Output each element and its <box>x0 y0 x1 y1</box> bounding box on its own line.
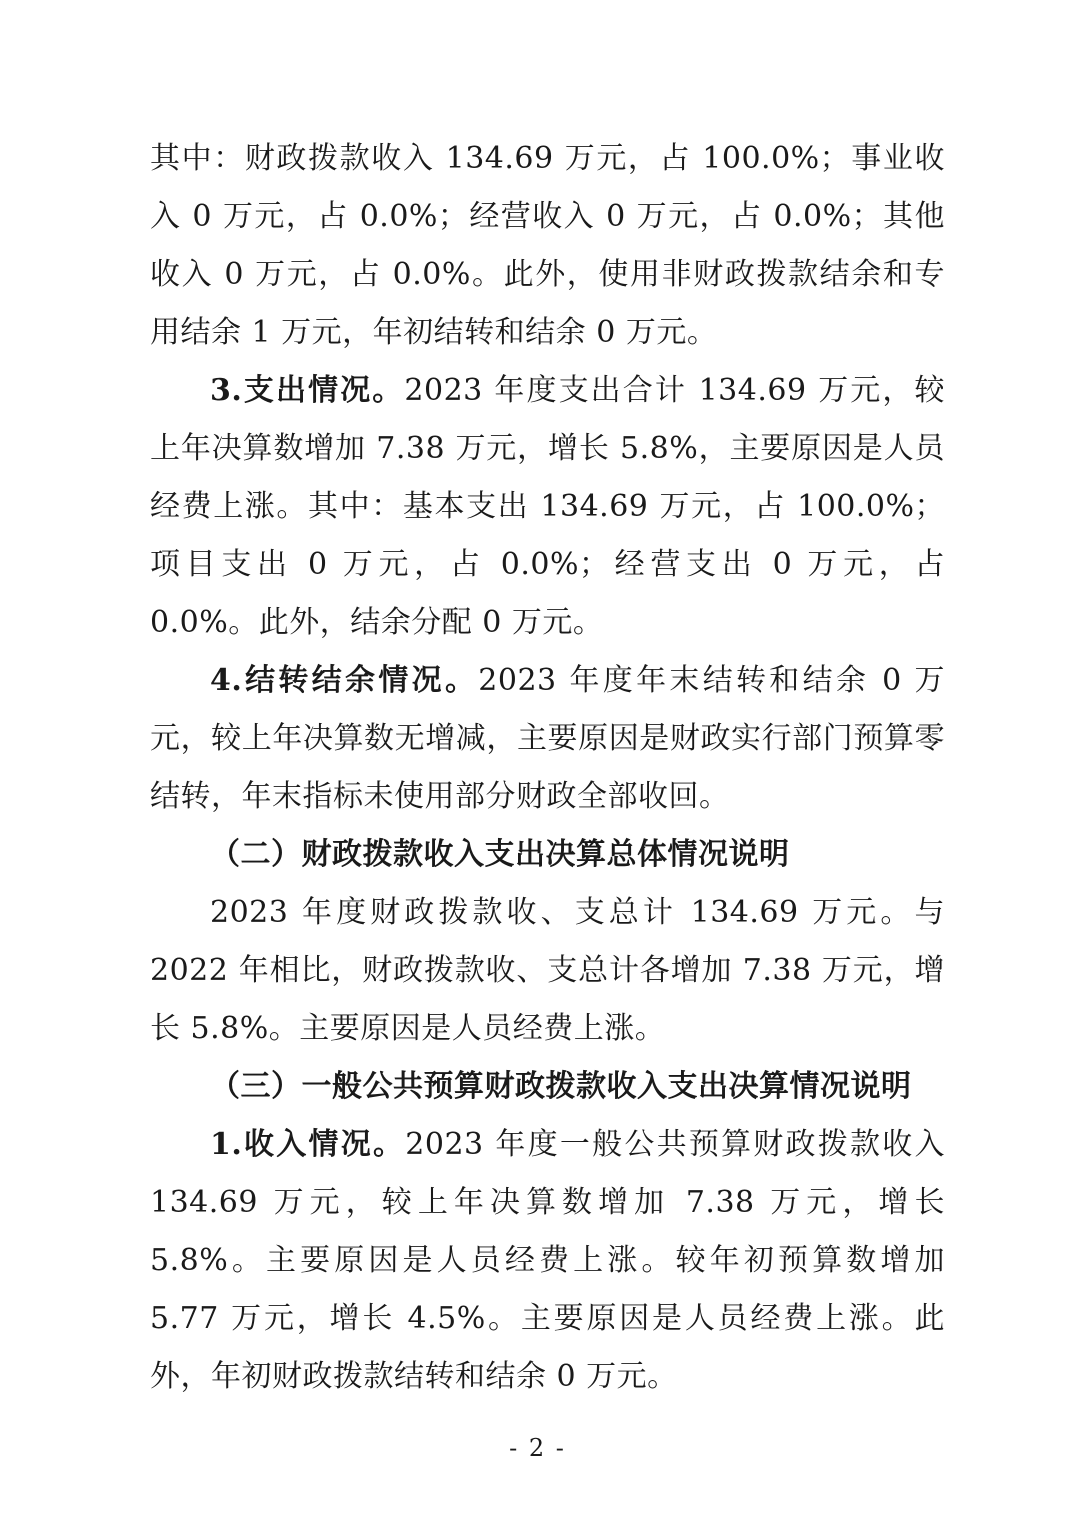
page-number: - 2 - <box>509 1434 566 1462</box>
document-body <box>150 130 945 1406</box>
section-heading-two: （二）财政拨款收入支出决算总体情况说明 <box>210 837 790 872</box>
paragraph-carryover-text: 2023 年度年末结转和结余 0 万元，较上年决算数无增减，主要原因是财政实行部门预算零结转，年末指标未使用部分财政全部收回。 <box>150 663 945 814</box>
paragraph-income-lead: 1.收入情况。 <box>210 1127 406 1162</box>
paragraph-expenditure-lead: 3.支出情况。 <box>210 373 405 408</box>
paragraph-other-income: 其中：财政拨款收入 134.69 万元，占 100.0%；事业收入 0 万元，占 0.0%；经营收入 0 万元，占 0.0%；其他收入 0 万元，占 0.0%。此外，使用非财政拨款结余和专用结余 1 万元，年初结转和结余 0 万元。 <box>150 141 945 350</box>
paragraph-expenditure <box>150 362 945 652</box>
paragraph-carryover <box>150 652 945 826</box>
paragraph-income <box>150 1116 945 1406</box>
paragraph-income-text: 2023 年度一般公共预算财政拨款收入 134.69 万元，较上年决算数增加 7.38 万元，增长 5.8%。主要原因是人员经费上涨。较年初预算数增加 5.77 万元，增长 4.5%。主要原因是人员经费上涨。此外，年初财政拨款结转和结余 0 万元。 <box>150 1127 945 1394</box>
paragraph-fiscal-appropriation-total: 2023 年度财政拨款收、支总计 134.69 万元。与 2022 年相比，财政拨款收、支总计各增加 7.38 万元，增长 5.8%。主要原因是人员经费上涨。 <box>150 895 945 1046</box>
paragraph-expenditure-text: 2023 年度支出合计 134.69 万元，较上年决算数增加 7.38 万元，增长 5.8%，主要原因是人员经费上涨。其中：基本支出 134.69 万元，占 100.0%；项目支出 0 万元，占 0.0%；经营支出 0 万元，占 0.0%。此外，结余分配 0 万元。 <box>150 373 945 640</box>
paragraph-carryover-lead: 4.结转结余情况。 <box>210 663 479 698</box>
section-heading-three: （三）一般公共预算财政拨款收入支出决算情况说明 <box>210 1069 912 1104</box>
